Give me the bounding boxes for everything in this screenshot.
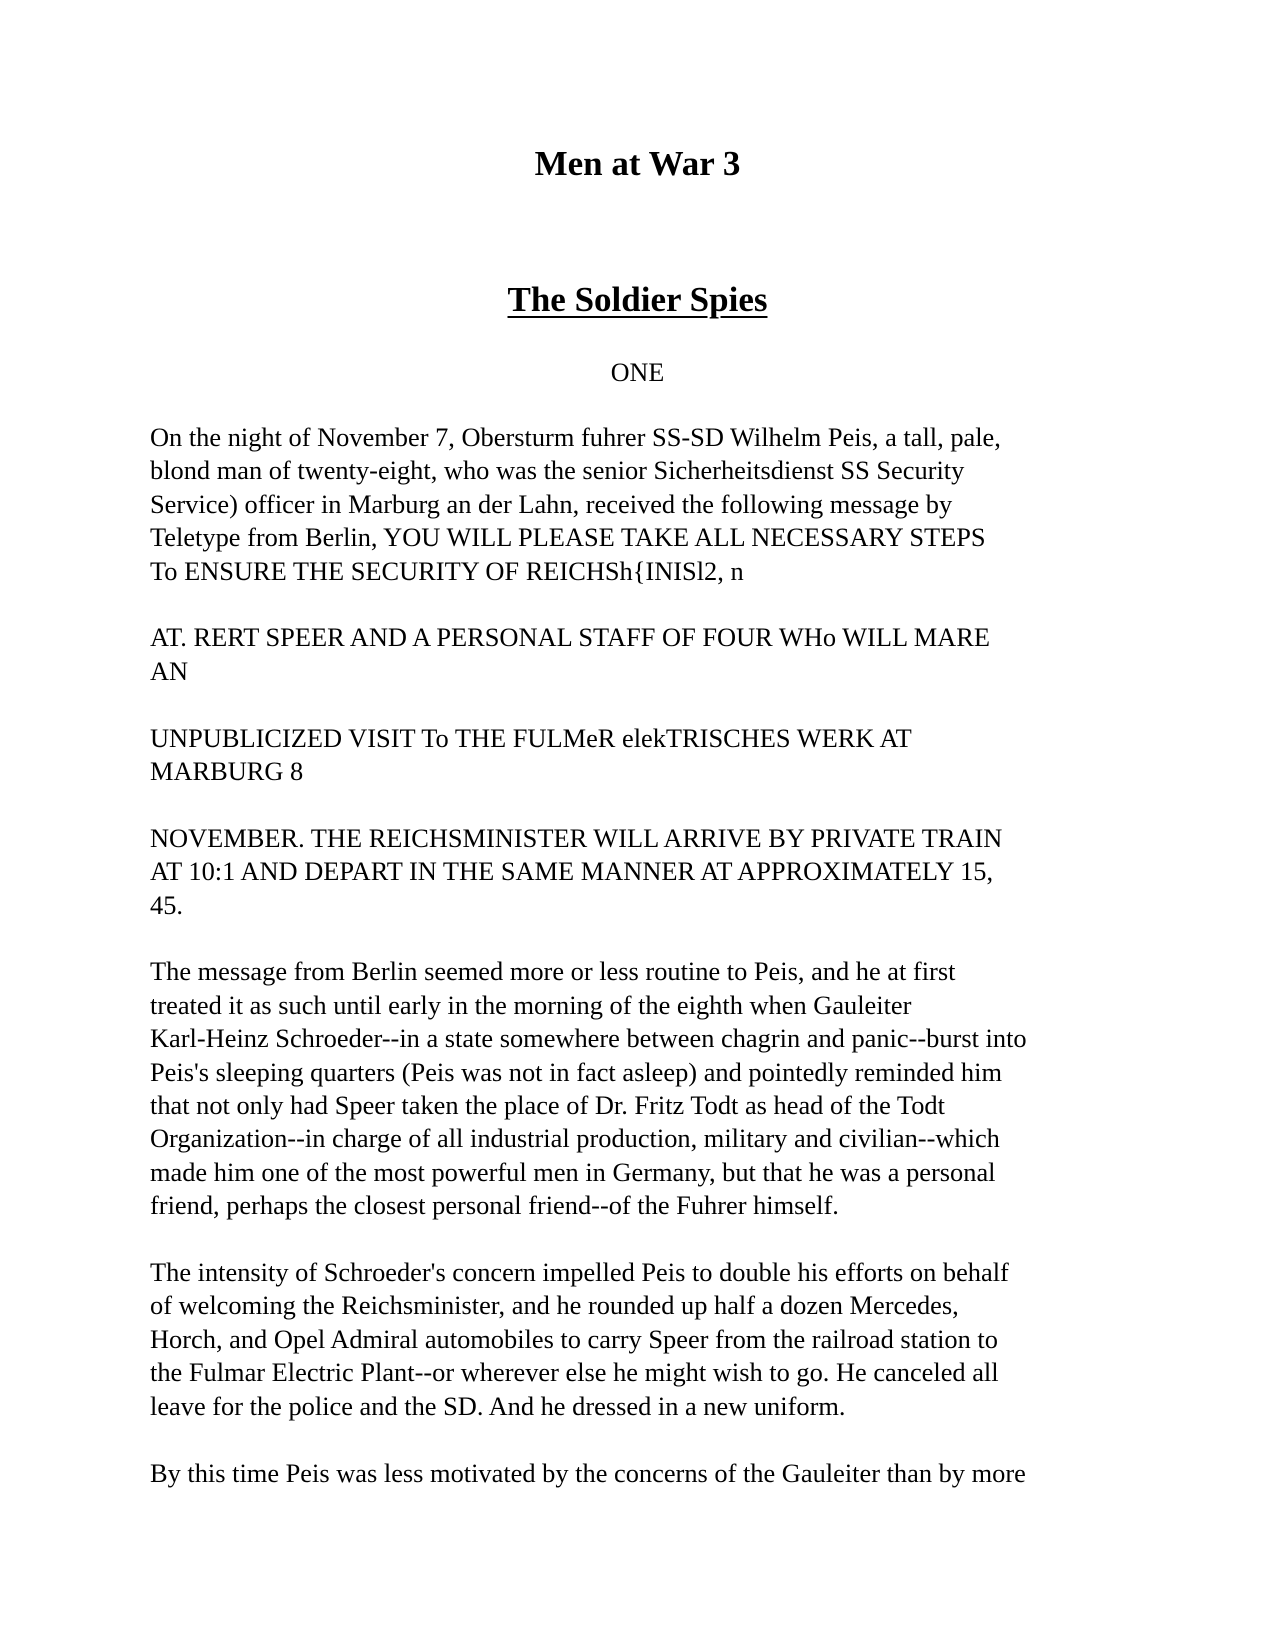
paragraph: On the night of November 7, Obersturm fuhrer SS-SD Wilhelm Peis, a tall, pale, blond man of twenty-eight, who was the senior Sicherheitsdienst SS Security Service) officer in Marburg an der Lahn, received the following message by Teletype from Berlin, YOU WILL PLEASE TAKE ALL NECESSARY STEPS To ENSURE THE SECURITY OF REICHSh{INISl2, n (150, 422, 1001, 586)
paragraph: By this time Peis was less motivated by the concerns of the Gauleiter than by more (150, 1457, 1026, 1488)
paragraph: The intensity of Schroeder's concern impelled Peis to double his efforts on behalf of welcoming the Reichsminister, and he rounded up half a dozen Mercedes, Horch, and Opel Admiral automobiles to carry Speer from the railroad station to the Fulmar Electric Plant--or wherever else he might wish to go. He canceled all leave for the police and the SD. And he dressed in a new uniform. (150, 1257, 1009, 1421)
paragraph: NOVEMBER. THE REICHSMINISTER WILL ARRIVE BY PRIVATE TRAIN AT 10:1 AND DEPART IN THE SAME MANNER AT APPROXIMATELY 15, 45. (150, 822, 1003, 920)
chapter-heading: ONE (610, 358, 665, 387)
book-title: Men at War 3 (534, 144, 741, 183)
book-subtitle-text: The Soldier Spies (507, 280, 768, 319)
paragraph: The message from Berlin seemed more or less routine to Peis, and he at first treated it as such until early in the morning of the eighth when Gauleiter Karl-Heinz Schroeder--in a state somewhere between chagrin and panic--burst into Peis's sleeping quarters (Peis was not in fact asleep) and pointedly reminded him that not only had Speer taken the place of Dr. Fritz Todt as head of the Todt Organization--in charge of all industrial production, military and civilian--which made him one of the most powerful men in Germany, but that he was a personal friend, perhaps the closest personal friend--of the Fuhrer himself. (150, 956, 1027, 1221)
body-text (150, 421, 1130, 1523)
book-subtitle (0, 279, 1275, 321)
paragraph: UNPUBLICIZED VISIT To THE FULMeR elekTRISCHES WERK AT MARBURG 8 (150, 722, 912, 787)
paragraph: AT. RERT SPEER AND A PERSONAL STAFF OF FOUR WHo WILL MARE AN (150, 622, 990, 686)
